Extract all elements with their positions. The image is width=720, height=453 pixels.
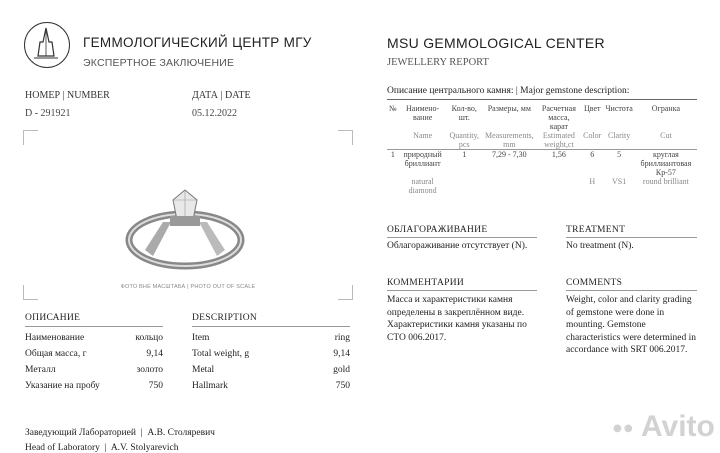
- table-row: natural diamond H VS1 round brilliant: [408, 177, 689, 195]
- divider: [387, 237, 537, 238]
- comments-title-ru: КОММЕНТАРИИ: [387, 278, 465, 288]
- comments-title-en: COMMENTS: [566, 278, 623, 288]
- divider: [192, 326, 350, 327]
- treatment-title-en: TREATMENT: [566, 225, 626, 235]
- description-list-ru: [25, 330, 163, 394]
- table-header-ru: № Наимено-вание Кол-во, шт. Размеры, мм Расчетная масса, карат Цвет Чистота Огранка: [389, 104, 681, 131]
- list-item: Указание на пробу 750: [25, 381, 163, 391]
- gem-title: Описание центрального камня: | Major gemstone description:: [387, 86, 630, 96]
- divider: [566, 290, 697, 291]
- list-item: Metal gold: [192, 365, 350, 375]
- number-label: НОМЕР | NUMBER: [25, 90, 110, 101]
- table-row: 1 природный бриллиант 1 7,29 - 7,30 1,56 6 5 круглая бриллиантовая Кр-57: [387, 150, 697, 178]
- description-title-en: DESCRIPTION: [192, 313, 258, 323]
- number-value: D - 291921: [25, 108, 71, 119]
- table-header-en: Name Quantity, pcs Measurements, mm Estimated weight,ct Color Clarity Cut: [413, 131, 672, 149]
- divider: [25, 326, 163, 327]
- treatment-text-ru: Облагораживание отсутствует (N).: [387, 241, 528, 251]
- avito-dots-icon: ●●: [612, 417, 634, 438]
- ring-image: [123, 170, 253, 280]
- photo-frame: [23, 130, 353, 300]
- comments-text-ru: Масса и характеристики камня определены в закреплённом виде. Характеристики камня указаны по СТО 006.2017.: [387, 295, 527, 343]
- head-of-lab-en: Head of Laboratory | A.V. Stolyarevich: [25, 443, 179, 453]
- divider: [566, 237, 697, 238]
- list-item: Item ring: [192, 333, 350, 343]
- avito-watermark: ●● Avito: [612, 410, 715, 443]
- treatment-title-ru: ОБЛАГОРАЖИВАНИЕ: [387, 225, 488, 235]
- doc-type-en: JEWELLERY REPORT: [387, 57, 489, 68]
- org-name-ru: ГЕММОЛОГИЧЕСКИЙ ЦЕНТР МГУ: [83, 35, 312, 50]
- date-value: 05.12.2022: [192, 108, 237, 119]
- head-of-lab-ru: Заведующий Лабораторией | А.В. Столяревич: [25, 428, 215, 438]
- list-item: Total weight, g 9,14: [192, 349, 350, 359]
- org-name-en: MSU GEMMOLOGICAL CENTER: [387, 35, 605, 51]
- msu-logo: [24, 22, 70, 68]
- divider: [387, 290, 537, 291]
- doc-type-ru: ЭКСПЕРТНОЕ ЗАКЛЮЧЕНИЕ: [83, 57, 235, 69]
- list-item: Hallmark 750: [192, 381, 350, 391]
- description-title-ru: ОПИСАНИЕ: [25, 313, 81, 323]
- list-item: Общая масса, г 9,14: [25, 349, 163, 359]
- gem-table: [387, 104, 697, 195]
- date-label: ДАТА | DATE: [192, 90, 251, 101]
- list-item: Металл золото: [25, 365, 163, 375]
- divider: [387, 99, 697, 100]
- list-item: Наименование кольцо: [25, 333, 163, 343]
- description-list-en: [192, 330, 350, 394]
- photo-caption: ФОТО ВНЕ МАСШТАБА | PHOTO OUT OF SCALE: [120, 284, 256, 290]
- comments-text-en: Weight, color and clarity grading of gemstone were done in mounting. Gemstone characteristics were determined in accordance with SRT 006.2017.: [566, 295, 697, 355]
- treatment-text-en: No treatment (N).: [566, 241, 634, 251]
